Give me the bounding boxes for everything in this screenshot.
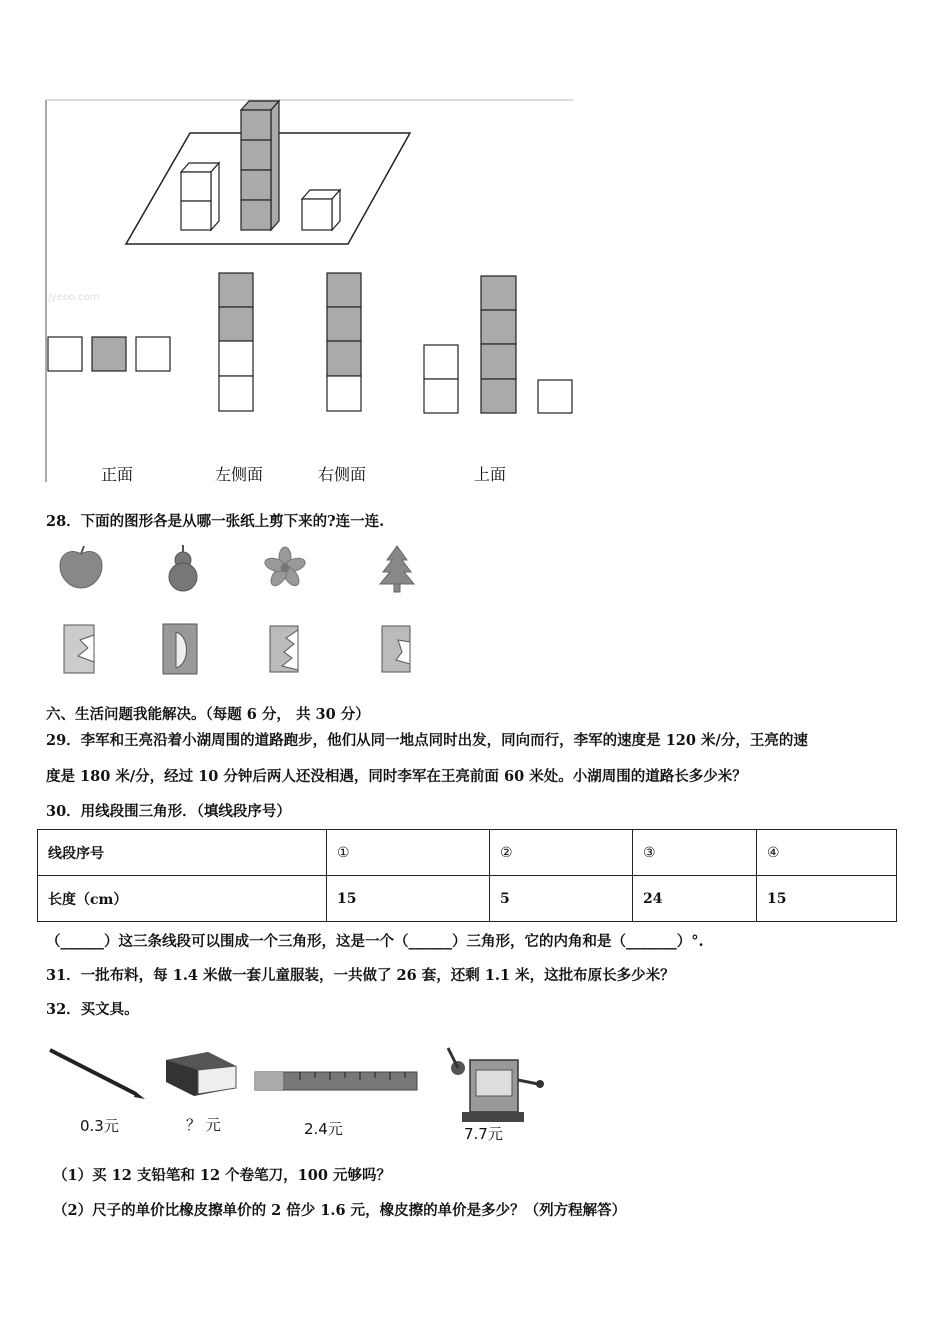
question-31: 31．一批布料，每 1.4 米做一套儿童服装，一共做了 26 套，还剩 1.1 米，这批布原长多少米？ — [46, 967, 675, 984]
table-cell: ② — [490, 830, 633, 876]
table-cell: 线段序号 — [38, 830, 327, 876]
paper-cutout-2 — [163, 624, 197, 674]
paper-cutout-3 — [270, 626, 298, 672]
label-top-view: 上面 — [474, 465, 507, 484]
pencil-price: 0.3元 — [80, 1117, 119, 1135]
label-front-view: 正面 — [101, 465, 134, 484]
section-6-title: 六、生活问题我能解决。（每题 6 分， 共 30 分） — [46, 706, 370, 723]
segment-table — [37, 829, 897, 922]
ruler-price: 2.4元 — [304, 1120, 343, 1138]
tree-shape — [380, 546, 414, 592]
sharpener-image — [448, 1048, 544, 1122]
pencil-image — [50, 1050, 145, 1099]
apple-shape — [60, 546, 102, 588]
q28-shapes-figure — [0, 540, 950, 690]
stationery-figure — [0, 1030, 600, 1150]
table-row — [38, 876, 897, 922]
paper-cutout-1 — [64, 625, 94, 673]
figure-27 — [0, 0, 600, 500]
cube-views-figure — [0, 0, 600, 500]
paper-cutout-4 — [382, 626, 410, 672]
question-32: 32．买文具。 — [46, 1001, 139, 1018]
sharpener-price: 7.7元 — [464, 1125, 503, 1143]
watermark: jyeoo.com — [48, 292, 100, 303]
flower-shape — [263, 547, 307, 589]
table-cell: 长度（cm） — [38, 876, 327, 922]
question-28: 28．下面的图形各是从哪一张纸上剪下来的?连一连. — [46, 513, 385, 530]
label-right-view: 右侧面 — [318, 465, 367, 484]
table-cell: 24 — [633, 876, 757, 922]
gourd-shape — [169, 545, 197, 591]
question-29-line-2: 度是 180 米/分，经过 10 分钟后两人还没相遇，同时李军在王亮前面 60 米处。小湖周围的道路长多少米？ — [46, 768, 747, 785]
question-30: 30．用线段围三角形．（填线段序号） — [46, 803, 291, 820]
table-cell: ③ — [633, 830, 757, 876]
table-cell: ① — [327, 830, 490, 876]
table-cell: ④ — [757, 830, 897, 876]
question-29-line-1: 29．李军和王亮沿着小湖周围的道路跑步，他们从同一地点同时出发，同向而行，李军的速度是 120 米/分，王亮的速 — [46, 732, 808, 749]
table-cell: 15 — [757, 876, 897, 922]
eraser-image — [166, 1052, 236, 1096]
ruler-image — [255, 1072, 417, 1090]
label-left-view: 左侧面 — [215, 465, 264, 484]
question-32-part-1: （1）买 12 支铅笔和 12 个卷笔刀，100 元够吗？ — [53, 1167, 391, 1184]
q28-shapes-row — [0, 540, 950, 690]
table-row — [38, 830, 897, 876]
question-32-part-2: （2）尺子的单价比橡皮擦单价的 2 倍少 1.6 元，橡皮擦的单价是多少？（列方程解答） — [53, 1202, 627, 1219]
eraser-price: ？ 元 — [186, 1116, 221, 1134]
table-cell: 5 — [490, 876, 633, 922]
question-30-fill-in: （______）这三条线段可以围成一个三角形，这是一个（______）三角形，它的内角和是（_______）°. — [46, 933, 704, 950]
table-cell: 15 — [327, 876, 490, 922]
